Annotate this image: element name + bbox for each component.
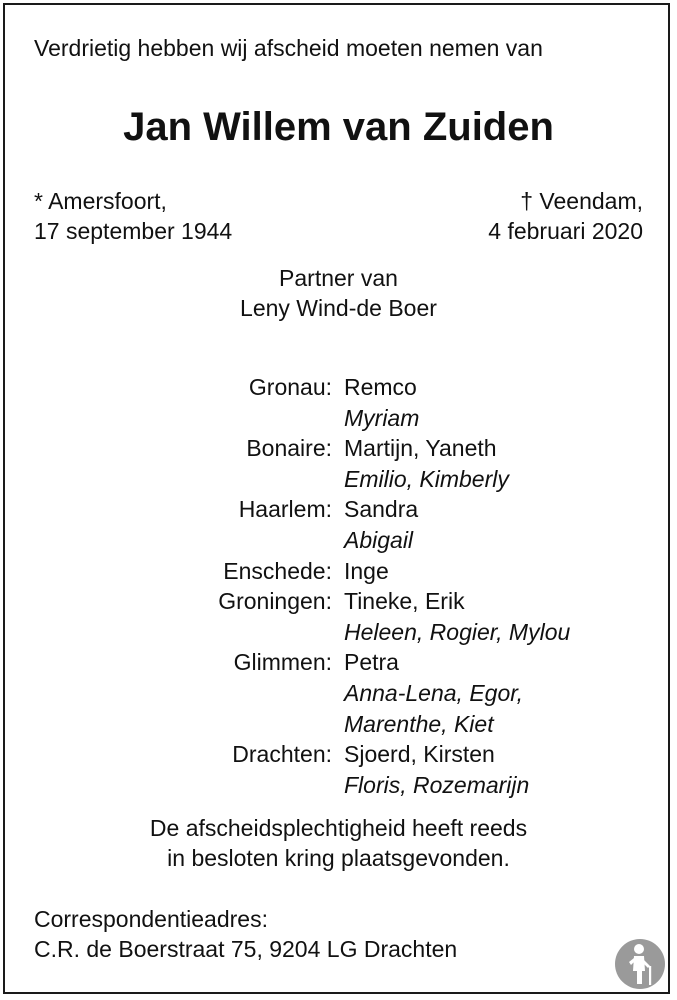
family-list bbox=[0, 372, 677, 800]
family-partner: Heleen, Rogier, Mylou bbox=[344, 618, 571, 645]
family-place: Glimmen: bbox=[233, 649, 332, 676]
family-partner: Anna-Lena, Egor, bbox=[344, 679, 524, 706]
birth-date: 17 september 1944 bbox=[34, 218, 233, 244]
death-place: † Veendam, bbox=[520, 188, 643, 214]
family-entry-bonaire bbox=[0, 433, 677, 494]
family-member: Inge bbox=[344, 557, 389, 584]
family-place: Drachten: bbox=[232, 741, 332, 768]
family-names bbox=[332, 494, 418, 555]
intro-text: Verdrietig hebben wij afscheid moeten nemen van bbox=[34, 35, 543, 61]
family-partner: Myriam bbox=[344, 404, 420, 431]
family-names bbox=[332, 586, 570, 647]
correspondence-label: Correspondentieadres: bbox=[34, 906, 268, 932]
family-entry-glimmen bbox=[0, 647, 677, 739]
person-with-walking-stick-icon bbox=[614, 938, 666, 990]
family-entry-drachten bbox=[0, 739, 677, 800]
family-names bbox=[332, 556, 389, 587]
family-member: Petra bbox=[344, 649, 399, 676]
family-place: Gronau: bbox=[248, 374, 332, 400]
family-place: Bonaire: bbox=[246, 435, 332, 462]
family-names bbox=[332, 372, 419, 433]
family-member: Martijn, Yaneth bbox=[344, 435, 497, 462]
family-partner: Floris, Rozemarijn bbox=[344, 771, 530, 798]
family-member: Sandra bbox=[344, 496, 419, 523]
partner-label: Partner van bbox=[279, 265, 398, 291]
death-date: 4 februari 2020 bbox=[488, 218, 643, 244]
family-member: Tineke, Erik bbox=[344, 588, 465, 615]
family-member: Remco bbox=[344, 374, 417, 400]
family-entry-gronau bbox=[0, 372, 677, 433]
partner-name: Leny Wind-de Boer bbox=[240, 295, 437, 321]
family-place: Groningen: bbox=[218, 588, 332, 615]
family-partner: Emilio, Kimberly bbox=[344, 465, 509, 492]
family-names bbox=[332, 739, 529, 800]
family-partner: Marenthe, Kiet bbox=[344, 710, 494, 737]
family-partner: Abigail bbox=[344, 526, 414, 553]
family-place: Enschede: bbox=[223, 557, 332, 584]
ceremony-line-2: in besloten kring plaatsgevonden. bbox=[167, 845, 510, 871]
ceremony-line-1: De afscheidsplechtigheid heeft reeds bbox=[149, 815, 528, 841]
family-names bbox=[332, 647, 523, 739]
family-entry-enschede bbox=[0, 556, 677, 587]
family-member: Sjoerd, Kirsten bbox=[344, 741, 495, 768]
birth-place: * Amersfoort, bbox=[34, 188, 167, 214]
correspondence-address: C.R. de Boerstraat 75, 9204 LG Drachten bbox=[34, 936, 458, 962]
family-entry-haarlem bbox=[0, 494, 677, 555]
family-place: Haarlem: bbox=[238, 496, 332, 523]
deceased-name: Jan Willem van Zuiden bbox=[123, 105, 554, 149]
family-entry-groningen bbox=[0, 586, 677, 647]
family-names bbox=[332, 433, 509, 494]
